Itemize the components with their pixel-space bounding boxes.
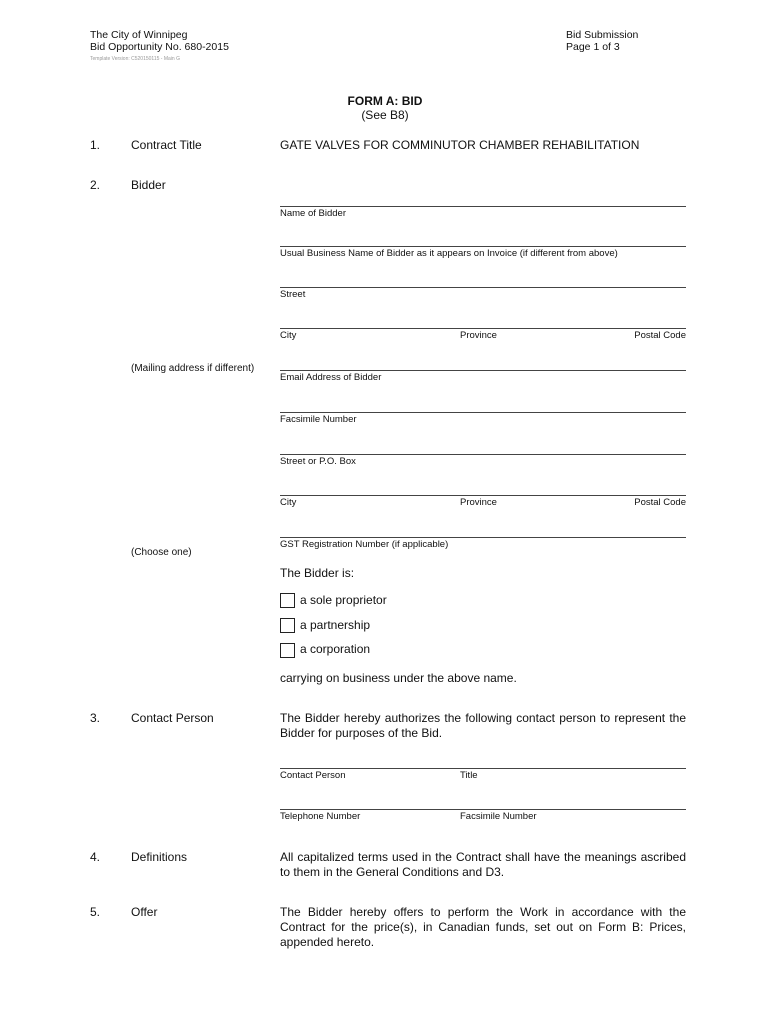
gst-caption: GST Registration Number (if applicable) [280, 539, 449, 550]
telephone-caption: Telephone Number [280, 811, 361, 822]
contact-person-line[interactable] [280, 768, 686, 769]
street-po-caption: Street or P.O. Box [280, 456, 356, 467]
header-page: Page 1 of 3 [566, 41, 620, 53]
partnership-label: a partnership [300, 618, 371, 632]
section-4-label: Definitions [131, 850, 188, 864]
carrying-on-business-text: carrying on business under the above name. [280, 671, 517, 685]
province-caption: Province [460, 330, 497, 341]
section-4-number: 4. [90, 850, 101, 864]
section-3-text: The Bidder hereby authorizes the following contact person to represent the Bidder for purposes of the Bid. [280, 711, 686, 740]
section-2-label: Bidder [131, 178, 166, 192]
section-1-number: 1. [90, 138, 101, 152]
section-4-text: All capitalized terms used in the Contract shall have the meanings ascribed to them in the General Conditions and D3. [280, 850, 686, 879]
mailing-address-note: (Mailing address if different) [131, 363, 255, 374]
city-caption-2: City [280, 497, 297, 508]
contact-person-caption: Contact Person [280, 770, 346, 781]
postal-code-caption: Postal Code [634, 330, 686, 341]
corporation-checkbox[interactable] [280, 643, 295, 658]
contact-title-caption: Title [460, 770, 478, 781]
gst-line[interactable] [280, 537, 686, 538]
corporation-label: a corporation [300, 642, 371, 656]
street-po-line[interactable] [280, 454, 686, 455]
sole-proprietor-label: a sole proprietor [300, 593, 387, 607]
section-3-label: Contact Person [131, 711, 214, 725]
bidder-is-label: The Bidder is: [280, 566, 355, 580]
form-see: (See B8) [361, 108, 409, 122]
city-province-postal-line-2[interactable] [280, 495, 686, 496]
province-caption-2: Province [460, 497, 497, 508]
partnership-checkbox[interactable] [280, 618, 295, 633]
section-2-number: 2. [90, 178, 101, 192]
header-bid-opportunity: Bid Opportunity No. 680-2015 [90, 41, 229, 53]
section-3-number: 3. [90, 711, 101, 725]
facsimile-line[interactable] [280, 412, 686, 413]
city-province-postal-line[interactable] [280, 328, 686, 329]
facsimile-caption: Facsimile Number [280, 414, 357, 425]
telephone-line[interactable] [280, 809, 686, 810]
header-submission: Bid Submission [566, 29, 639, 41]
section-1-label: Contract Title [131, 138, 202, 152]
form-title: FORM A: BID [347, 94, 423, 108]
name-of-bidder-caption: Name of Bidder [280, 208, 347, 219]
header-city: The City of Winnipeg [90, 29, 188, 41]
choose-one-note: (Choose one) [131, 547, 192, 558]
template-version: Template Version: C520150115 - Main G [90, 56, 180, 62]
business-name-caption: Usual Business Name of Bidder as it appears on Invoice (if different from above) [280, 248, 618, 259]
contact-fax-caption: Facsimile Number [460, 811, 537, 822]
street-caption: Street [280, 289, 306, 300]
name-of-bidder-line[interactable] [280, 206, 686, 207]
postal-code-caption-2: Postal Code [634, 497, 686, 508]
city-caption: City [280, 330, 297, 341]
section-5-number: 5. [90, 905, 101, 919]
contract-title-value: GATE VALVES FOR COMMINUTOR CHAMBER REHABILITATION [280, 138, 640, 152]
email-line[interactable] [280, 370, 686, 371]
business-name-line[interactable] [280, 246, 686, 247]
street-line[interactable] [280, 287, 686, 288]
sole-proprietor-checkbox[interactable] [280, 593, 295, 608]
section-5-text: The Bidder hereby offers to perform the Work in accordance with the Contract for the price(s), in Canadian funds, set out on Form B: Prices, appended hereto. [280, 905, 686, 949]
email-caption: Email Address of Bidder [280, 372, 382, 383]
section-5-label: Offer [131, 905, 158, 919]
